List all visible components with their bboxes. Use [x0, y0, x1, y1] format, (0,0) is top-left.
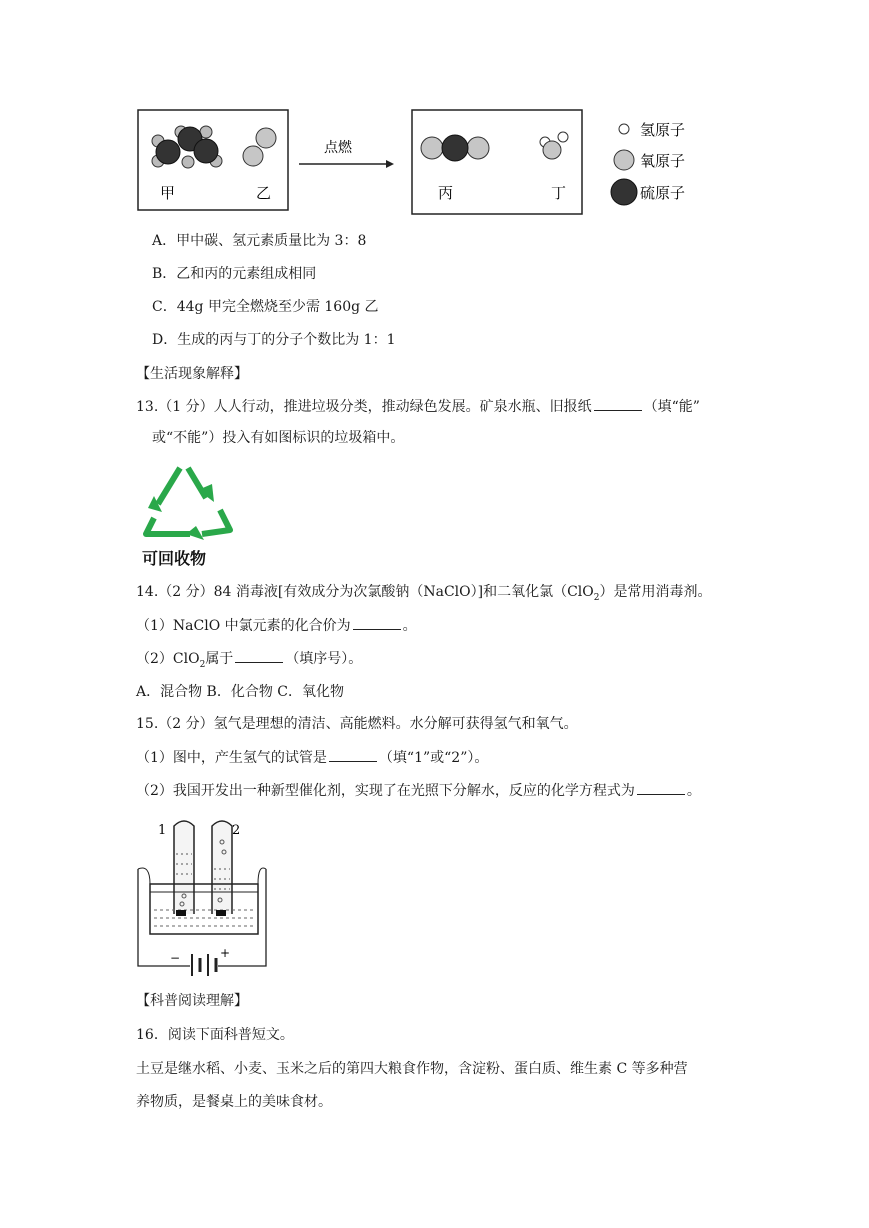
q13-answer-blank[interactable]	[594, 396, 642, 411]
arrow-head	[386, 160, 394, 168]
legend	[611, 121, 685, 205]
q15-sub1-blank[interactable]	[329, 747, 377, 762]
q12-option-c: C．44g 甲完全燃烧至少需 160g 乙	[152, 299, 379, 315]
q15-line1: 15.（2 分）氢气是理想的清洁、高能燃料。水分解可获得氢气和氧气。	[136, 716, 578, 732]
q14-text: 14.（2 分）84 消毒液[有效成分为次氯酸钠（NaClO）]和二氧化氯（ClO	[136, 584, 594, 600]
q12-option-d: D．生成的丙与丁的分子个数比为 1：1	[152, 332, 396, 348]
electrolysis-diagram	[136, 814, 272, 980]
sulfur-atom-icon	[611, 179, 637, 205]
electrolysis-figure	[136, 814, 272, 980]
q14-text-end: ）是常用消毒剂。	[599, 584, 712, 600]
tube2-label: 2	[232, 823, 241, 838]
tube1-label: 1	[158, 823, 167, 838]
q13-line1	[136, 396, 700, 417]
reaction-figure	[136, 104, 706, 219]
q15-sub1-end: （填“1”或“2”）。	[378, 750, 489, 766]
q16-para-line2: 养物质，是餐桌上的美味食材。	[136, 1094, 332, 1110]
q14-sub1-blank[interactable]	[353, 615, 401, 630]
reactant-a-label: 甲	[160, 184, 176, 202]
legend-hydrogen: 氢原子	[640, 121, 686, 139]
q13-text-b: （填“能”	[643, 399, 700, 415]
reaction-diagram	[136, 104, 706, 219]
molecule-jia	[152, 126, 222, 168]
q13-text-a: 13.（1 分）人人行动，推进垃圾分类，推动绿色发展。矿泉水瓶、旧报纸	[136, 399, 592, 415]
q12-option-b: B．乙和丙的元素组成相同	[152, 266, 317, 282]
q15-sub1-text: （1）图中，产生氢气的试管是	[136, 750, 327, 766]
molecule-ding	[540, 132, 568, 159]
section-reading-heading: 【科普阅读理解】	[136, 993, 248, 1009]
legend-sulfur: 硫原子	[640, 184, 686, 202]
q15-sub2-blank[interactable]	[637, 780, 685, 795]
q14-subscript: 2	[593, 592, 600, 603]
section-life-heading: 【生活现象解释】	[136, 366, 248, 382]
q14-sub1-end: 。	[402, 618, 417, 634]
q14-sub2	[136, 648, 362, 675]
recycle-sign	[136, 460, 236, 570]
q12-option-a: A．甲中碳、氢元素质量比为 3：8	[152, 233, 367, 249]
q14-sub2-text-b: 属于	[205, 651, 234, 667]
q15-sub2	[136, 780, 701, 801]
q14-line1	[136, 582, 711, 608]
q14-sub2-blank[interactable]	[235, 648, 283, 663]
negative-label: −	[170, 951, 181, 965]
q16-line1: 16．阅读下面科普短文。	[136, 1027, 294, 1043]
hydrogen-atom-icon	[619, 124, 629, 134]
q16-para-line1: 土豆是继水稻、小麦、玉米之后的第四大粮食作物，含淀粉、蛋白质、维生素 C 等多种营	[136, 1061, 688, 1077]
molecule-yi	[243, 128, 276, 166]
q14-sub2-subscript: 2	[199, 659, 206, 670]
q14-sub2-end: （填序号）。	[285, 651, 363, 667]
recycle-icon	[136, 460, 236, 570]
q15-sub1	[136, 747, 488, 768]
molecule-bing	[421, 135, 489, 161]
arrow-label: 点燃	[324, 140, 352, 156]
q15-sub2-end: 。	[686, 783, 701, 799]
q14-sub1-text: （1）NaClO 中氯元素的化合价为	[136, 618, 351, 634]
recycle-label: 可回收物	[142, 549, 207, 568]
oxygen-atom-icon	[614, 150, 634, 170]
product-d-label: 丁	[551, 184, 567, 202]
q15-sub2-text: （2）我国开发出一种新型催化剂，实现了在光照下分解水，反应的化学方程式为	[136, 783, 635, 799]
q14-sub2-text: （2）ClO	[136, 651, 200, 667]
q14-sub1	[136, 615, 417, 636]
reactant-b-label: 乙	[256, 184, 272, 202]
q13-line2: 或“不能”）投入有如图标识的垃圾箱中。	[152, 430, 405, 446]
product-c-label: 丙	[438, 184, 454, 202]
legend-oxygen: 氧原子	[640, 152, 686, 170]
q14-choices: A．混合物 B．化合物 C．氧化物	[136, 684, 345, 700]
tube-1	[174, 821, 194, 914]
positive-label: +	[220, 946, 231, 960]
